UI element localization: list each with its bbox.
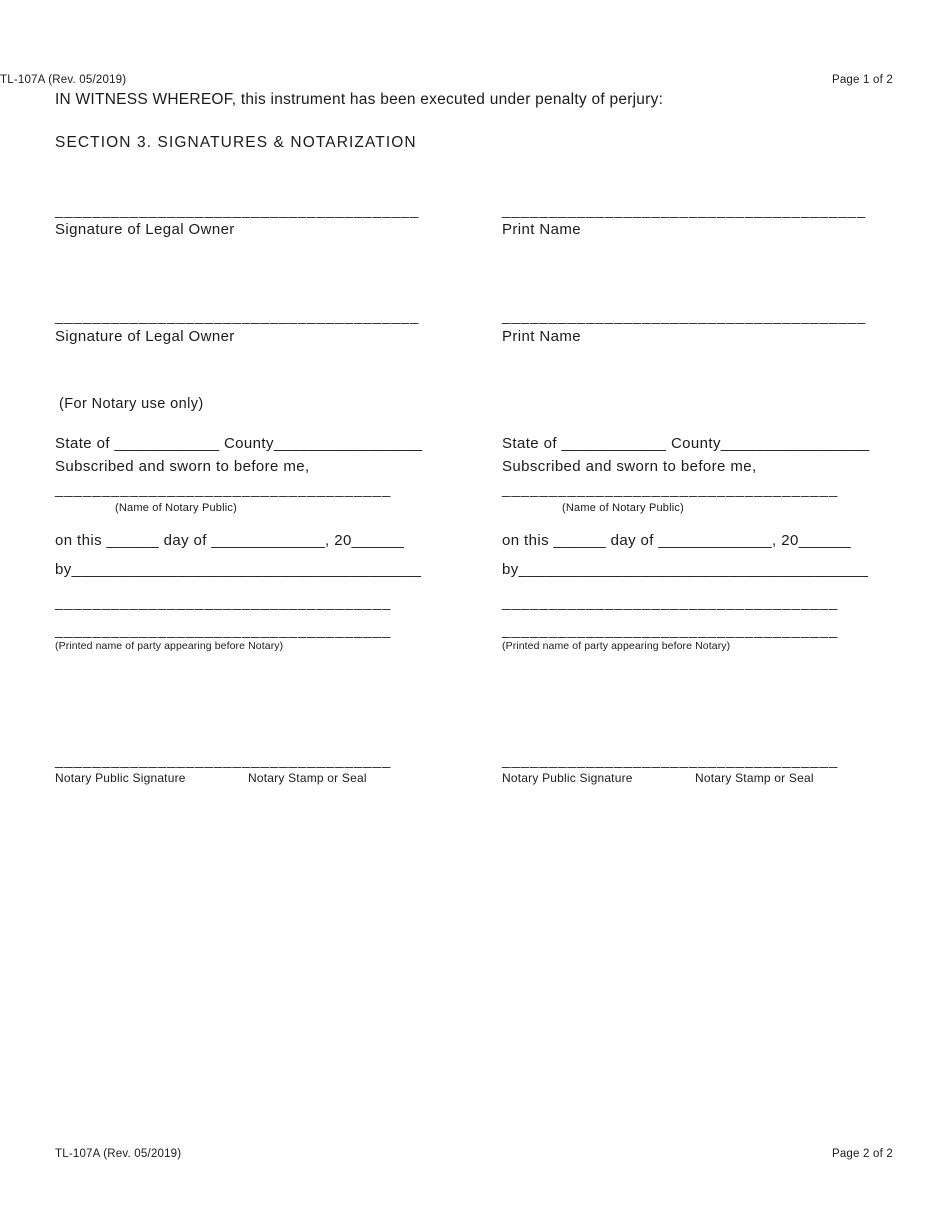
printed-name-caption: (Printed name of party appearing before Notary): [55, 640, 284, 652]
signature-line: _______________________________________: [55, 202, 420, 219]
print-name-line: _______________________________________: [502, 202, 867, 219]
notary-signature-line: ____________________________________: [502, 752, 839, 769]
subscribed-sworn-line: Subscribed and sworn to before me,: [55, 458, 310, 475]
state-county-line: State of ____________ County_________________: [55, 435, 423, 452]
footer-form-number: TL-107A (Rev. 05/2019): [55, 1148, 182, 1160]
header-form-number: TL-107A (Rev. 05/2019): [0, 74, 127, 86]
notary-name-line: ____________________________________: [55, 481, 392, 498]
notary-by-line: by________________________________________: [55, 561, 422, 578]
print-name-label: Print Name: [502, 221, 582, 238]
notary-signature-line: ____________________________________: [55, 752, 392, 769]
party-name-line: ____________________________________: [55, 622, 392, 639]
notary-public-signature-caption: Notary Public Signature: [502, 771, 633, 785]
notary-stamp-caption: Notary Stamp or Seal: [248, 771, 367, 785]
notary-date-line: on this ______ day of _____________, 20______: [55, 532, 405, 549]
party-name-line: ____________________________________: [502, 622, 839, 639]
notary-name-caption: (Name of Notary Public): [115, 502, 237, 514]
party-name-line: ____________________________________: [502, 594, 839, 611]
notary-public-signature-caption: Notary Public Signature: [55, 771, 186, 785]
signature-line: _______________________________________: [55, 308, 420, 325]
footer-page-number: Page 2 of 2: [831, 1148, 893, 1160]
party-name-line: ____________________________________: [55, 594, 392, 611]
state-county-line: State of ____________ County_________________: [502, 435, 870, 452]
section-heading: SECTION 3. SIGNATURES & NOTARIZATION: [55, 134, 417, 151]
notary-name-line: ____________________________________: [502, 481, 839, 498]
signature-of-legal-owner-label: Signature of Legal Owner: [55, 221, 235, 238]
notary-date-line: on this ______ day of _____________, 20______: [502, 532, 852, 549]
notary-name-caption: (Name of Notary Public): [562, 502, 684, 514]
header-page-number: Page 1 of 2: [831, 74, 893, 86]
notary-stamp-caption: Notary Stamp or Seal: [695, 771, 814, 785]
notary-use-only-note: (For Notary use only): [59, 396, 204, 412]
print-name-line: _______________________________________: [502, 308, 867, 325]
subscribed-sworn-line: Subscribed and sworn to before me,: [502, 458, 757, 475]
notary-by-line: by________________________________________: [502, 561, 869, 578]
printed-name-caption: (Printed name of party appearing before Notary): [502, 640, 731, 652]
witness-statement: IN WITNESS WHEREOF, this instrument has been executed under penalty of perjury:: [55, 91, 664, 108]
signature-of-legal-owner-label: Signature of Legal Owner: [55, 328, 235, 345]
print-name-label: Print Name: [502, 328, 582, 345]
